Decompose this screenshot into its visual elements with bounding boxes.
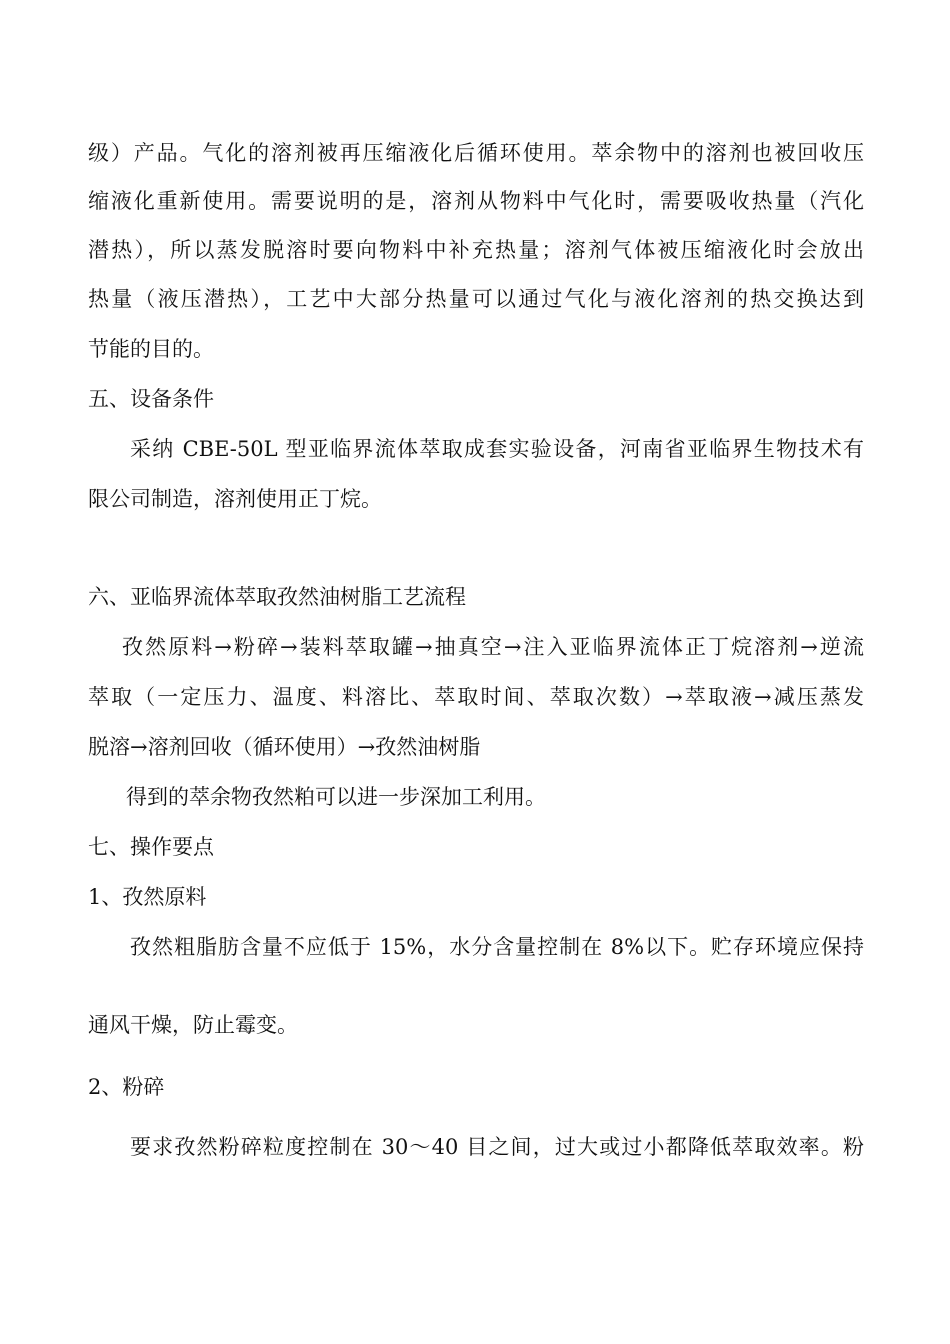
paragraph-line: 通风干燥，防止霉变。 bbox=[88, 1013, 298, 1037]
subsection-heading: 1、孜然原料 bbox=[88, 885, 207, 909]
paragraph-line: 采纳 CBE-50L 型亚临界流体萃取成套实验设备，河南省亚临界生物技术有 bbox=[130, 437, 864, 461]
paragraph-line: 要求孜然粉碎粒度控制在 30～40 目之间，过大或过小都降低萃取效率。粉 bbox=[130, 1135, 864, 1159]
paragraph-line: 潜热），所以蒸发脱溶时要向物料中补充热量；溶剂气体被压缩液化时会放出 bbox=[88, 238, 864, 262]
paragraph-line: 热量（液压潜热），工艺中大部分热量可以通过气化与液化溶剂的热交换达到 bbox=[88, 287, 864, 311]
paragraph-line: 节能的目的。 bbox=[88, 337, 214, 361]
paragraph-line: 缩液化重新使用。需要说明的是，溶剂从物料中气化时，需要吸收热量（汽化 bbox=[88, 189, 864, 213]
section-heading: 七、操作要点 bbox=[88, 835, 214, 859]
process-flow-line: 萃取（一定压力、温度、料溶比、萃取时间、萃取次数）→萃取液→减压蒸发 bbox=[88, 685, 864, 709]
subsection-heading: 2、粉碎 bbox=[88, 1075, 165, 1099]
paragraph-line: 得到的萃余物孜然粕可以进一步深加工利用。 bbox=[126, 785, 546, 809]
paragraph-line: 孜然粗脂肪含量不应低于 15%，水分含量控制在 8%以下。贮存环境应保持 bbox=[130, 935, 864, 959]
paragraph-line: 限公司制造，溶剂使用正丁烷。 bbox=[88, 487, 382, 511]
section-heading: 六、亚临界流体萃取孜然油树脂工艺流程 bbox=[88, 585, 466, 609]
paragraph-line: 级）产品。气化的溶剂被再压缩液化后循环使用。萃余物中的溶剂也被回收压 bbox=[88, 141, 864, 165]
process-flow-line: 孜然原料→粉碎→装料萃取罐→抽真空→注入亚临界流体正丁烷溶剂→逆流 bbox=[122, 635, 864, 659]
process-flow-line: 脱溶→溶剂回收（循环使用）→孜然油树脂 bbox=[88, 735, 481, 759]
section-heading: 五、设备条件 bbox=[88, 387, 214, 411]
